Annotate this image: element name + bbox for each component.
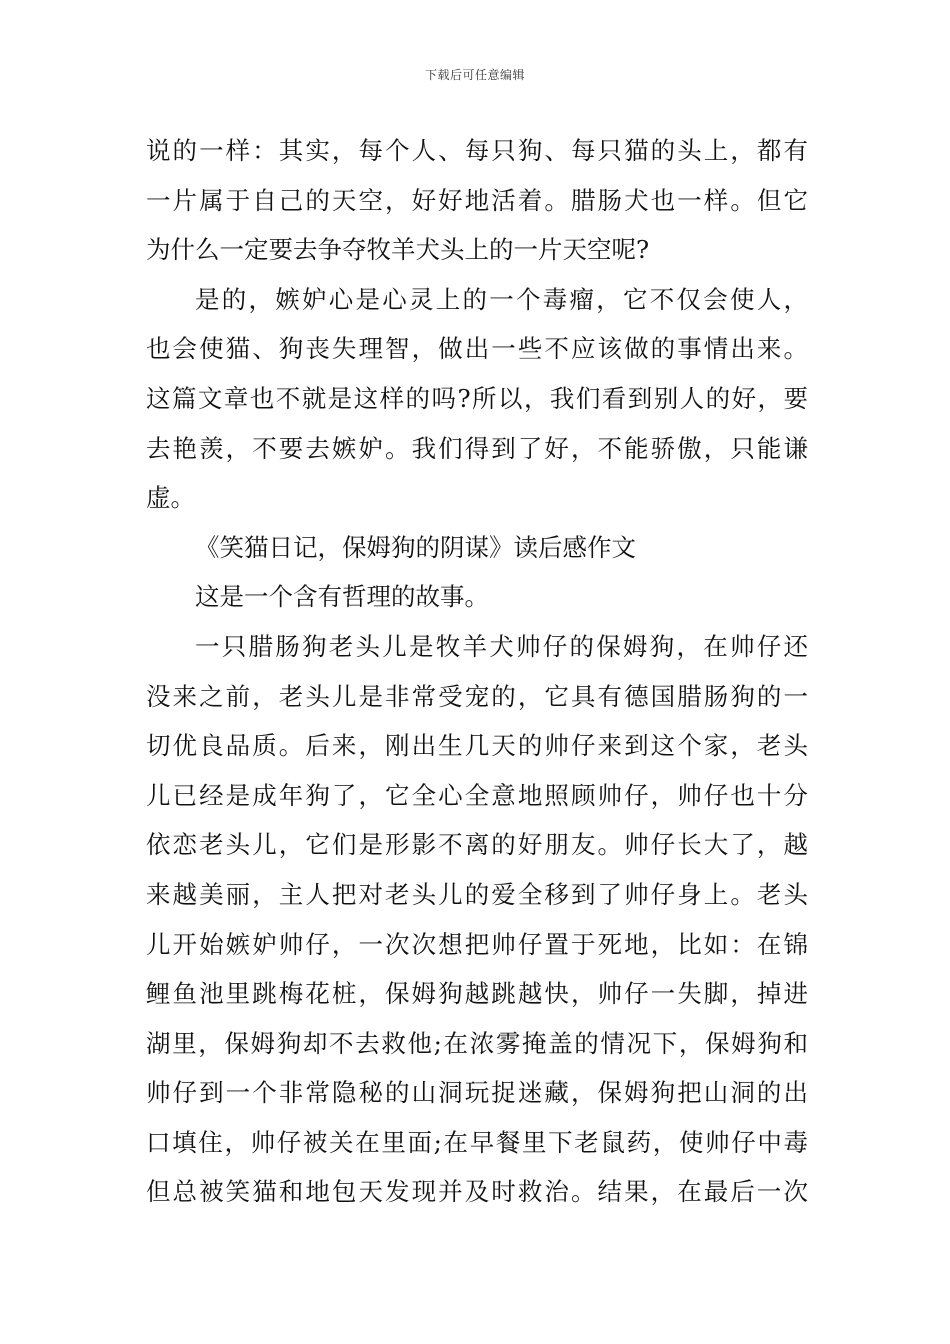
text-line: 一只腊肠狗老头儿是牧羊犬帅仔的保姆狗，在帅仔还	[195, 631, 808, 661]
page-header: 下载后可任意编辑	[424, 68, 525, 82]
text-line: 也会使猫、狗丧失理智，做出一些不应该做的事情出来。	[146, 334, 808, 364]
text-line: 这篇文章也不就是这样的吗?所以，我们看到别人的好，要	[146, 383, 808, 413]
text-line: 一片属于自己的天空，好好地活着。腊肠犬也一样。但它	[146, 185, 808, 215]
text-line: 这是一个含有哲理的故事。	[195, 582, 489, 612]
text-line: 儿已经是成年狗了，它全心全意地照顾帅仔，帅仔也十分	[146, 780, 808, 810]
text-line: 帅仔到一个非常隐秘的山洞玩捉迷藏，保姆狗把山洞的出	[146, 1078, 808, 1108]
document-body	[146, 126, 808, 1217]
text-line: 为什么一定要去争夺牧羊犬头上的一片天空呢?	[146, 235, 650, 265]
text-line: 说的一样：其实，每个人、每只狗、每只猫的头上，都有	[146, 136, 808, 165]
section-title: 《笑猫日记，保姆狗的阴谋》读后感作文	[195, 532, 636, 562]
text-line: 口填住，帅仔被关在里面;在早餐里下老鼠药，使帅仔中毒	[146, 1127, 808, 1157]
text-line: 鲤鱼池里跳梅花桩，保姆狗越跳越快，帅仔一失脚，掉进	[146, 979, 808, 1009]
text-line: 依恋老头儿，它们是形影不离的好朋友。帅仔长大了，越	[146, 830, 808, 860]
text-line: 湖里，保姆狗却不去救他;在浓雾掩盖的情况下，保姆狗和	[146, 1028, 808, 1058]
text-line: 来越美丽，主人把对老头儿的爱全移到了帅仔身上。老头	[146, 879, 808, 909]
text-line: 去艳羡，不要去嫉妒。我们得到了好，不能骄傲，只能谦	[146, 433, 808, 463]
text-line: 虚。	[146, 483, 195, 513]
text-line: 是的，嫉妒心是心灵上的一个毒瘤，它不仅会使人，	[195, 284, 808, 314]
text-line: 儿开始嫉妒帅仔，一次次想把帅仔置于死地，比如：在锦	[146, 929, 808, 959]
text-line: 切优良品质。后来，刚出生几天的帅仔来到这个家，老头	[146, 731, 808, 761]
text-line: 但总被笑猫和地包天发现并及时救治。结果，在最后一次	[146, 1177, 808, 1207]
text-line: 没来之前，老头儿是非常受宠的，它具有德国腊肠狗的一	[146, 681, 808, 711]
